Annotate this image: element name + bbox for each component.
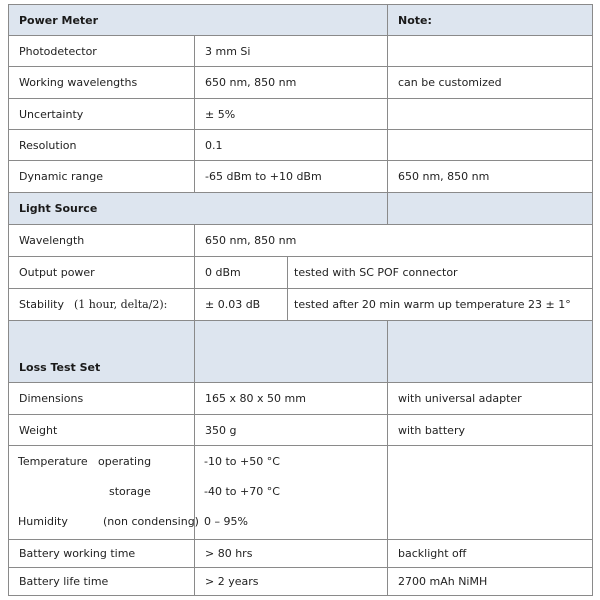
row-label-dimensions: Dimensions (8, 382, 195, 415)
row-label-resolution: Resolution (8, 129, 195, 161)
row-value-dimensions: 165 x 80 x 50 mm (194, 382, 388, 415)
row-note-working-wavelengths: can be customized (387, 66, 593, 99)
row-note-battery-life-time: 2700 mAh NiMH (387, 567, 593, 596)
row-value-uncertainty: ± 5% (194, 98, 388, 130)
temperature-storage-value: -40 to +70 °C (204, 485, 280, 498)
humidity-value: 0 – 95% (204, 515, 248, 528)
temperature-storage-label: storage (109, 485, 151, 498)
note-header: Note: (387, 4, 593, 36)
section-header-light-source-note (387, 192, 593, 225)
row-note-stability: tested after 20 min warm up temperature 23 ± 1° (287, 288, 593, 321)
section-header-power-meter: Power Meter (8, 4, 388, 36)
row-note-output-power: tested with SC POF connector (287, 256, 593, 289)
temperature-operating-value: -10 to +50 °C (204, 455, 280, 468)
section-header-loss-test-set-note (387, 320, 593, 383)
row-note-battery-working-time: backlight off (387, 539, 593, 568)
row-label-weight: Weight (8, 414, 195, 446)
row-label-working-wavelengths: Working wavelengths (8, 66, 195, 99)
env-note-block (387, 445, 593, 540)
row-note-resolution (387, 129, 593, 161)
row-note-uncertainty (387, 98, 593, 130)
row-label-uncertainty: Uncertainty (8, 98, 195, 130)
row-label-output-power: Output power (8, 256, 195, 289)
row-label-stability: Stability (1 hour, delta/2): (8, 288, 195, 321)
row-value-photodetector: 3 mm Si (194, 35, 388, 67)
row-value-resolution: 0.1 (194, 129, 388, 161)
row-value-battery-life-time: > 2 years (194, 567, 388, 596)
row-label-wavelength: Wavelength (8, 224, 195, 257)
temperature-operating-label: operating (98, 455, 152, 468)
row-note-weight: with battery (387, 414, 593, 446)
row-value-wavelength: 650 nm, 850 nm (194, 224, 593, 257)
row-note-dynamic-range: 650 nm, 850 nm (387, 160, 593, 193)
row-value-working-wavelengths: 650 nm, 850 nm (194, 66, 388, 99)
row-note-dimensions: with universal adapter (387, 382, 593, 415)
humidity-detail: (non condensing) (103, 515, 199, 528)
humidity-label: Humidity (18, 515, 68, 528)
row-value-battery-working-time: > 80 hrs (194, 539, 388, 568)
section-header-light-source: Light Source (8, 192, 388, 225)
row-label-battery-working-time: Battery working time (8, 539, 195, 568)
row-label-photodetector: Photodetector (8, 35, 195, 67)
section-header-loss-test-set: Loss Test Set (8, 320, 195, 383)
section-header-loss-test-set-mid (194, 320, 388, 383)
row-value-output-power: 0 dBm (194, 256, 288, 289)
row-value-dynamic-range: -65 dBm to +10 dBm (194, 160, 388, 193)
row-value-stability: ± 0.03 dB (194, 288, 288, 321)
row-note-photodetector (387, 35, 593, 67)
row-label-dynamic-range: Dynamic range (8, 160, 195, 193)
row-label-battery-life-time: Battery life time (8, 567, 195, 596)
row-value-weight: 350 g (194, 414, 388, 446)
spec-table (8, 4, 593, 596)
temperature-label: Temperature (18, 455, 88, 468)
